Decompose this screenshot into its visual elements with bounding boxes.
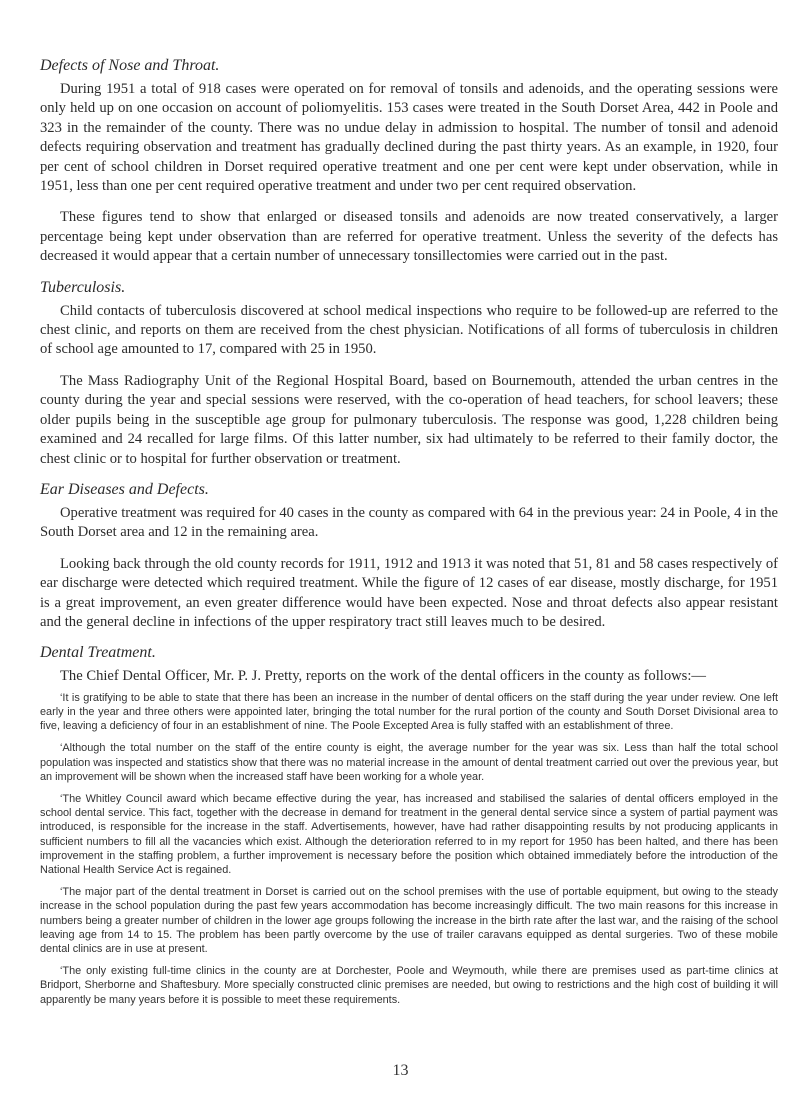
- paragraph: Child contacts of tuberculosis discovered at school medical inspections who require to be followed-up are referred to the chest clinic, and reports on them are received from the chest physician. Notifications of all forms of tuberculosis in children of school age amounted to 17, compared with 25 in 1950.: [40, 302, 778, 358]
- heading-dental: Dental Treatment.: [40, 644, 156, 662]
- quote-paragraph: ‘The only existing full-time clinics in the county are at Dorchester, Poole and Weymouth, while there are premises used as part-time clinics at Bridport, Sherborne and Shaftesbury. More specially constructed clinic premises are needed, but owing to restrictions and the high cost of building it will apparently be many years before it is possible to meet these requirements.: [40, 965, 778, 1006]
- paragraph: Operative treatment was required for 40 cases in the county as compared with 64 in the previous year: 24 in Poole, 4 in the South Dorset area and 12 in the remaining area.: [40, 504, 778, 541]
- dental-intro: The Chief Dental Officer, Mr. P. J. Pretty, reports on the work of the dental officers in the county as follows:—: [60, 668, 706, 685]
- heading-nose-throat: Defects of Nose and Throat.: [40, 57, 220, 74]
- paragraph: The Mass Radiography Unit of the Regional Hospital Board, based on Bournemouth, attended the urban centres in the county during the year and special sessions were reserved, with the co-operation of head teachers, for school leavers; these older pupils being in the susceptible age group for pulmonary tuberculosis. The response was good, 1,228 children being examined and 24 recalled for large films. Of this latter number, six had ultimately to be referred to their family doctor, the chest clinic or to hospital for further observation or treatment.: [40, 372, 778, 467]
- document-page: [40, 56, 778, 1015]
- heading-ear: Ear Diseases and Defects.: [40, 480, 209, 498]
- quote-paragraph: ‘It is gratifying to be able to state that there has been an increase in the number of dental officers on the staff during the year under review. One left early in the year and three others were appointed later, bringing the total number for the rural portion of the county and South Dorset Divisional area to five, leaving a deficiency of four in an establishment of nine. The Poole Excepted Area is fully staffed with an establishment of three.: [40, 691, 778, 733]
- dental-report-quote: [40, 691, 778, 1007]
- paragraph: These figures tend to show that enlarged or diseased tonsils and adenoids are now treated conservatively, a larger percentage being kept under observation than are referred for operative treatment. Unless the severity of the defects has decreased it would appear that a certain number of unnecessary tonsillectomies were carried out in the past.: [40, 209, 778, 265]
- heading-tuberculosis: Tuberculosis.: [40, 278, 126, 296]
- paragraph: Looking back through the old county records for 1911, 1912 and 1913 it was noted that 51, 81 and 58 cases respectively of ear discharge were detected which required treatment. While the figure of 12 cases of ear disease, mostly discharge, for 1951 is a great improvement, an even greater difference would have been expected. Nose and throat defects also appear resistant and the general decline in infections of the upper respiratory tract still leaves much to be desired.: [40, 555, 778, 630]
- quote-paragraph: ‘Although the total number on the staff of the entire county is eight, the average number for the year was six. Less than half the total school population was inspected and statistics show that there was no material increase in the amount of dental treatment carried out over the previous year, but an improvement will be shown when the increased staff have been working for a whole year.: [40, 742, 778, 783]
- quote-paragraph: ‘The Whitley Council award which became effective during the year, has increased and stabilised the salaries of dental officers employed in the school dental service. This fact, together with the decrease in demand for treatment in the general dental service since a system of partial payment was introduced, is responsible for the increase in the staff. Advertisements, however, have had rather disappointing results by not producing applicants in sufficient numbers to fill all the vacancies which exist. Although the deterioration referred to in my report for 1950 has been halted, and there has been improvement in the staffing problem, a further improvement is necessary before the position which obtained immediately before the introduction of the National Health Service Act is regained.: [40, 792, 778, 876]
- quote-paragraph: ‘The major part of the dental treatment in Dorset is carried out on the school premises with the use of portable equipment, but owing to the steady increase in the school population during the past few years accommodation has become increasingly difficult. The two main reasons for this increase in numbers being a greater number of children in the lower age groups following the increase in the birth rate after the last war, and the raising of the school leaving age from 14 to 15. The problem has been partly overcome by the use of trailer caravans equipped as dental surgeries. Two of these mobile dental clinics are in use at present.: [40, 886, 778, 955]
- paragraph: During 1951 a total of 918 cases were operated on for removal of tonsils and adenoids, and the operating sessions were only held up on one occasion on account of poliomyelitis. 153 cases were treated in the South Dorset Area, 442 in Poole and 323 in the remainder of the county. There was no undue delay in admission to hospital. The number of tonsil and adenoid defects requiring observation and treatment has gradually declined during the past thirty years. As an example, in 1920, four per cent of school children in Dorset required operative treatment and one per cent were kept under observation, while in 1951, less than one per cent required operative treatment and under two per cent required observation.: [40, 81, 778, 195]
- page-number: 13: [392, 1062, 409, 1079]
